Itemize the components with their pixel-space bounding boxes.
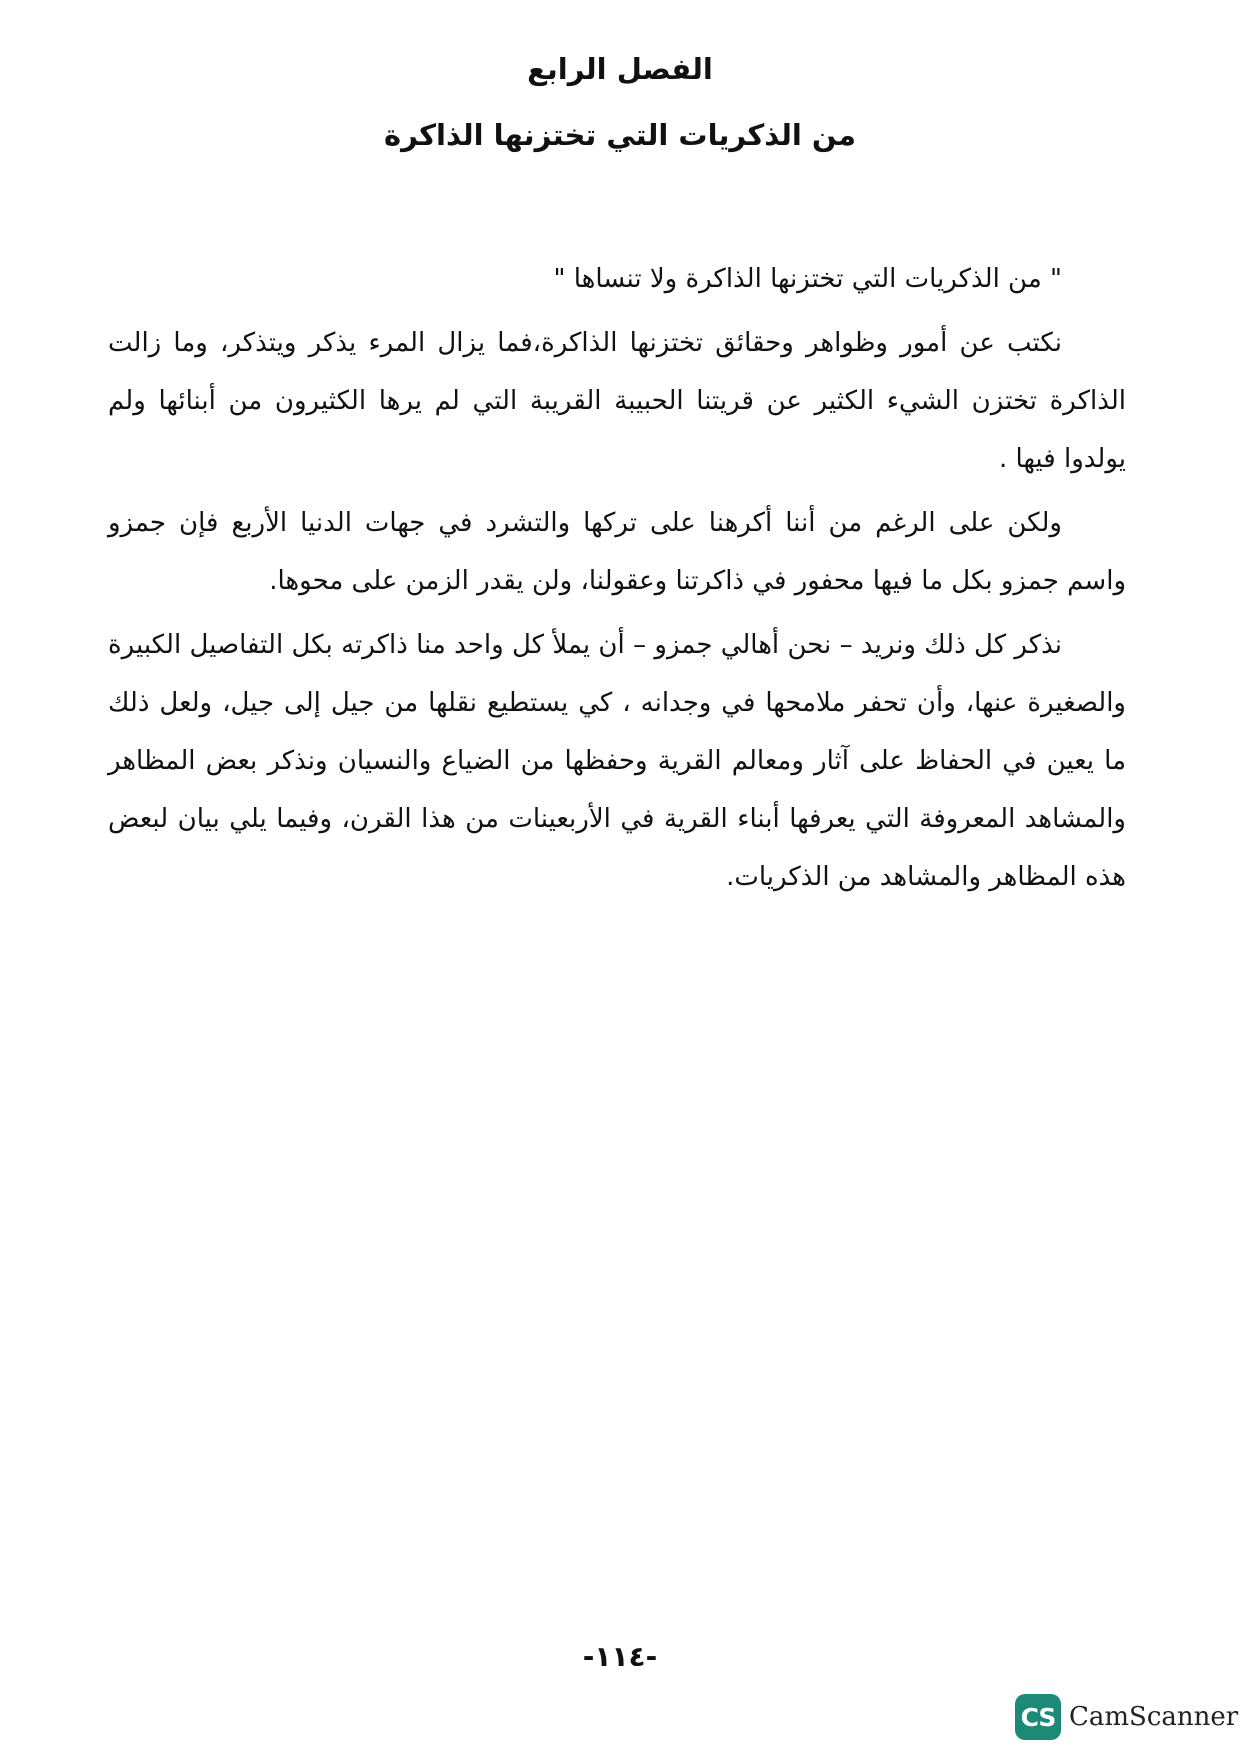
camscanner-watermark (1015, 1693, 1238, 1741)
page-number: -١١٤- (582, 1640, 658, 1673)
chapter-subtitle: من الذكريات التي تختزنها الذاكرة (384, 118, 856, 152)
paragraph-3: نذكر كل ذلك ونريد – نحن أهالي جمزو – أن يملأ كل واحد منا ذاكرته بكل التفاصيل الكبيرة والصغيرة عنها، وأن تحفر ملامحها في وجدانه ، كي يستطيع نقلها من جيل إلى جيل، ولعل ذلك ما يعين في الحفاظ على آثار ومعالم القرية وحفظها من الضياع والنسيان ونذكر بعض المظاهر والمشاهد المعروفة التي يعرفها أبناء القرية في الأربعينات من هذا القرن، وفيما يلي بيان لبعض هذه المظاهر والمشاهد من الذكريات. (108, 630, 1126, 892)
camscanner-name: CamScanner (1069, 1702, 1239, 1732)
quote-line: " من الذكريات التي تختزنها الذاكرة ولا تنساها " (553, 264, 1062, 294)
paragraph-1: نكتب عن أمور وظواهر وحقائق تختزنها الذاكرة،فما يزال المرء يذكر ويتذكر، وما زالت الذاكرة تختزن الشيء الكثير عن قريتنا الحبيبة القريبة التي لم يرها الكثيرون من أبنائها ولم يولدوا فيها . (108, 328, 1126, 474)
body-text (108, 250, 1126, 912)
paragraph-2: ولكن على الرغم من أننا أكرهنا على تركها والتشرد في جهات الدنيا الأربع فإن جمزو واسم جمزو بكل ما فيها محفور في ذاكرتنا وعقولنا، ولن يقدر الزمن على محوها. (108, 508, 1126, 596)
chapter-title: الفصل الرابع (527, 52, 713, 86)
camscanner-logo-icon: CS (1015, 1694, 1061, 1740)
